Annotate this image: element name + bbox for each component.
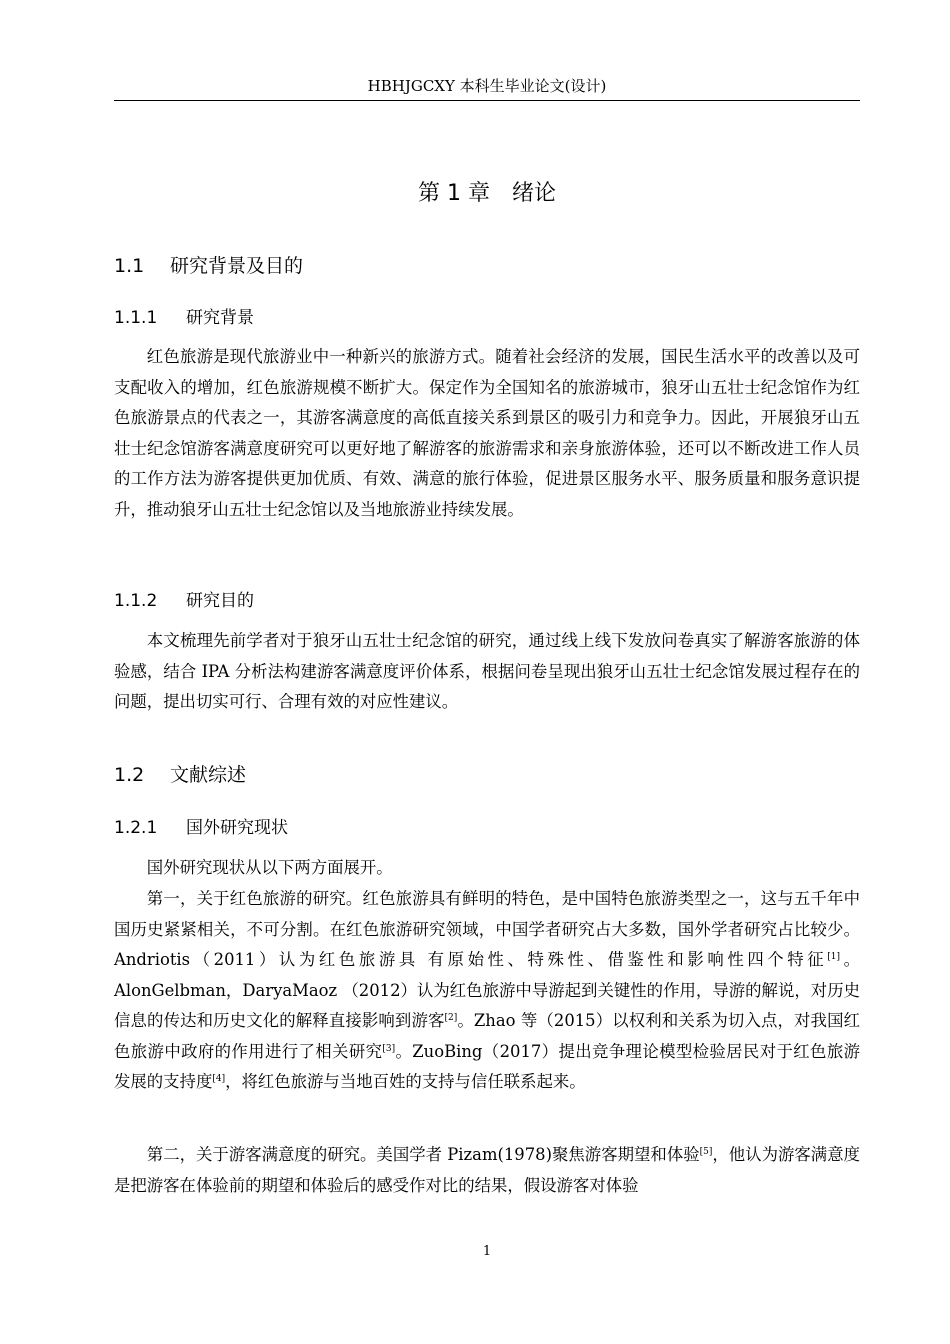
paragraph-text: 。Zhao 等（2015）以权利和关系为切入点，对我国红色旅游中政府的作用进行了相关研究	[114, 1011, 860, 1061]
chapter-title: 第 1 章 绪论	[418, 181, 556, 206]
section-title: 研究背景	[186, 308, 254, 328]
citation-4: [4]	[212, 1074, 226, 1084]
page-number: 1	[482, 1244, 492, 1259]
paragraph-text: ，他认为游客满意度是把游客在体验前的期望和体验后的感受作对比的结果，假设游客对体验	[114, 1145, 860, 1195]
section-number: 1.1.2	[114, 591, 158, 611]
running-header: HBHJGCXY 本科生毕业论文(设计)	[367, 77, 607, 95]
paragraph-text: 。ZuoBing（2017）提出竞争理论模型检验居民对于红色旅游发展的支持度	[114, 1041, 860, 1091]
section-number: 1.2	[114, 764, 145, 786]
section-title: 国外研究现状	[186, 818, 288, 838]
paragraph-intro: 国外研究现状从以下两方面展开。	[146, 858, 393, 877]
paragraph-satisfaction-research	[114, 1140, 860, 1201]
citation-2: [2]	[444, 1013, 458, 1023]
paragraph-red-tourism-research	[114, 884, 860, 1098]
section-title: 研究背景及目的	[170, 255, 304, 277]
section-heading-1-1	[114, 251, 860, 281]
citation-5: [5]	[699, 1147, 713, 1157]
section-heading-1-2-1	[114, 814, 860, 842]
citation-1: [1]	[827, 952, 841, 962]
header-divider	[114, 100, 860, 101]
section-title: 研究目的	[186, 591, 254, 611]
section-number: 1.2.1	[114, 818, 158, 838]
section-heading-1-1-2	[114, 587, 860, 615]
section-heading-1-2	[114, 760, 860, 790]
paragraph-text: ，将红色旅游与当地百姓的支持与信任联系起来。	[225, 1072, 586, 1091]
section-number: 1.1	[114, 255, 145, 277]
paragraph-text: 。AlonGelbman，DaryaMaoz （2012）认为红色旅游中导游起到关键性的作用，导游的解说，对历史信息的传达和历史文化的解释直接影响到游客	[114, 950, 860, 1030]
section-number: 1.1.1	[114, 308, 158, 328]
citation-3: [3]	[382, 1043, 396, 1054]
section-title: 文献综述	[170, 764, 247, 786]
section-heading-1-1-1	[114, 304, 860, 332]
paragraph-purpose: 本文梳理先前学者对于狼牙山五壮士纪念馆的研究，通过线上线下发放问卷真实了解游客旅游的体验感，结合 IPA 分析法构建游客满意度评价体系，根据问卷呈现出狼牙山五壮士纪念馆发展过程存在的问题，提出切实可行、合理有效的对应性建议。	[114, 631, 860, 711]
paragraph-background: 红色旅游是现代旅游业中一种新兴的旅游方式。随着社会经济的发展，国民生活水平的改善以及可支配收入的增加，红色旅游规模不断扩大。保定作为全国知名的旅游城市，狼牙山五壮士纪念馆作为红色旅游景点的代表之一，其游客满意度的高低直接关系到景区的吸引力和竞争力。因此，开展狼牙山五壮士纪念馆游客满意度研究可以更好地了解游客的旅游需求和亲身旅游体验，还可以不断改进工作人员的工作方法为游客提供更加优质、有效、满意的旅行体验，促进景区服务水平、服务质量和服务意识提升，推动狼牙山五壮士纪念馆以及当地旅游业持续发展。	[114, 347, 860, 519]
paragraph-text: 第二，关于游客满意度的研究。美国学者 Pizam(1978)聚焦游客期望和体验	[146, 1145, 700, 1164]
paragraph-text: 第一，关于红色旅游的研究。红色旅游具有鲜明的特色，是中国特色旅游类型之一，这与五千年中国历史紧紧相关，不可分割。在红色旅游研究领域，中国学者研究占大多数，国外学者研究占比较少。Andriotis（2011）认为红色旅游具 有原始性、特殊性、借鉴性和影响性四个特征	[114, 889, 860, 969]
